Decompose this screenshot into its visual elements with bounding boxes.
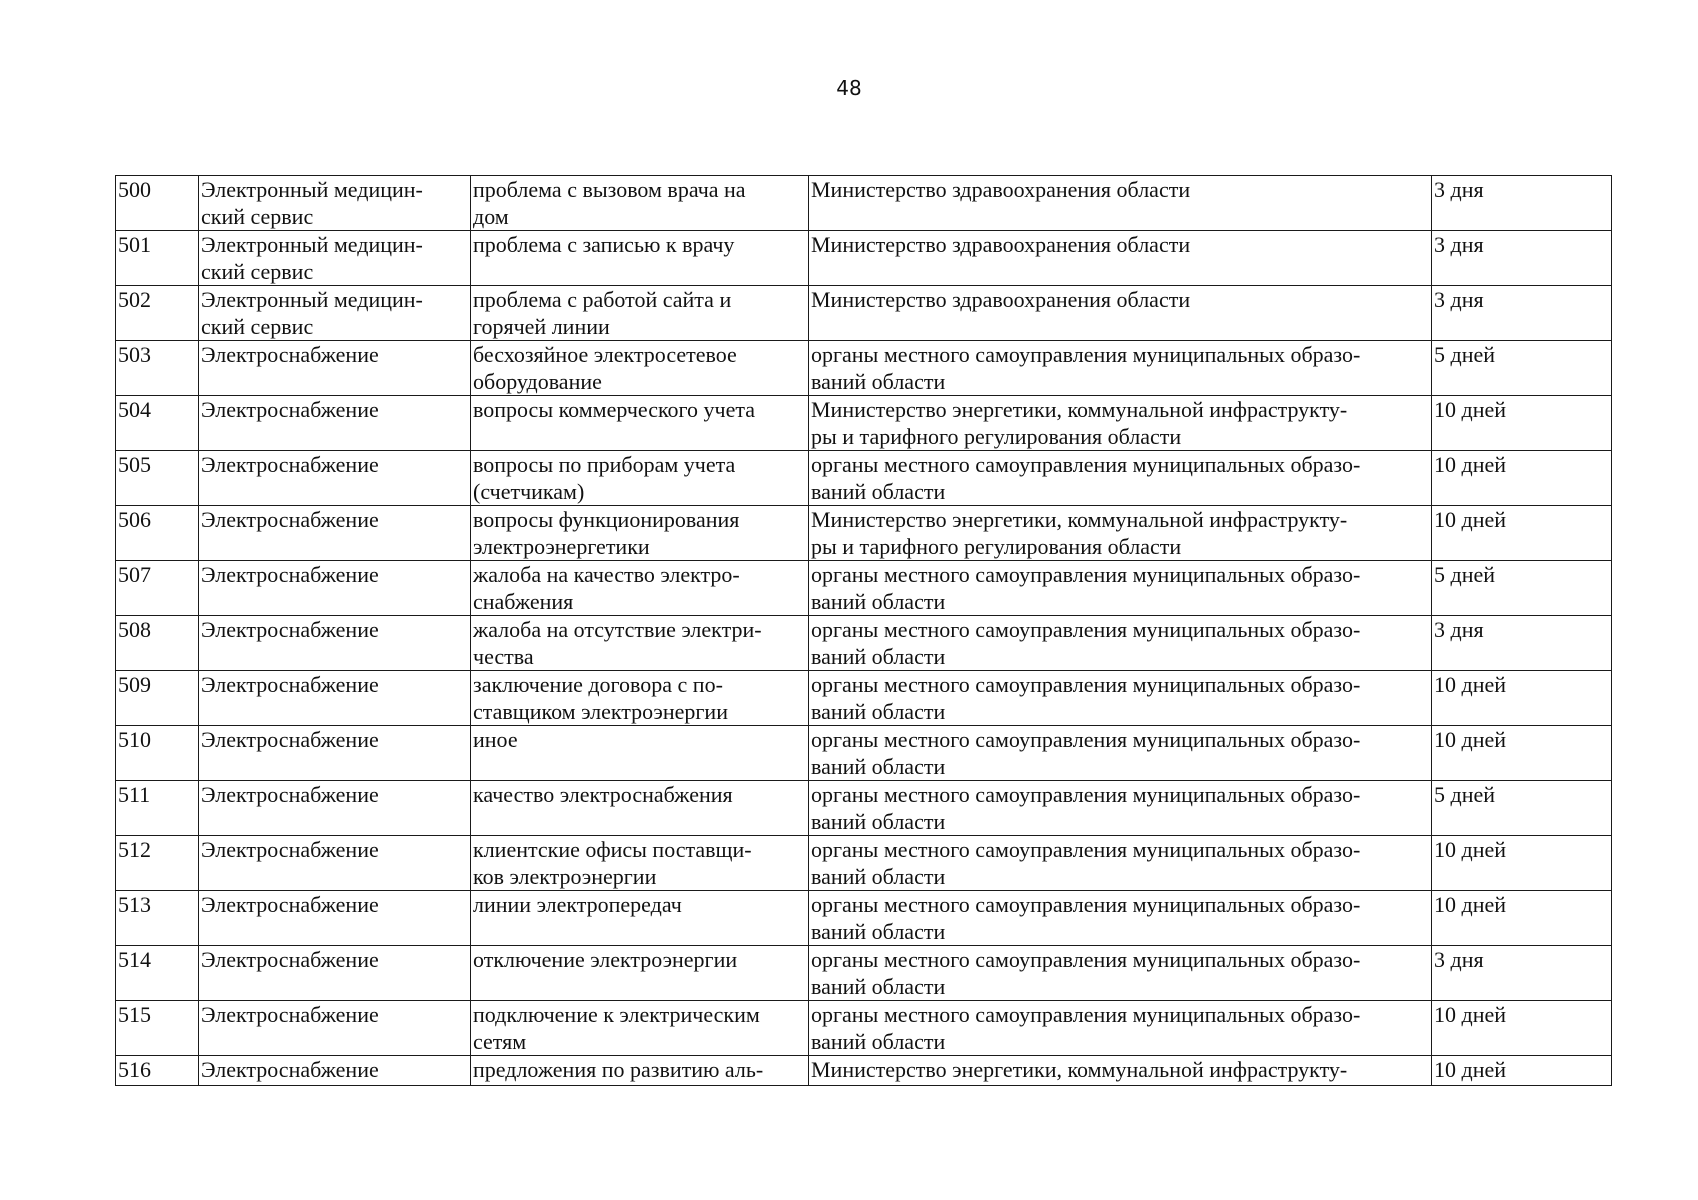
cell-number: 515 bbox=[116, 1001, 199, 1056]
cell-problem: жалоба на отсутствие электри- чества bbox=[471, 616, 809, 671]
cell-term: 5 дней bbox=[1432, 561, 1612, 616]
cell-organization: органы местного самоуправления муниципальных образо- ваний области bbox=[809, 616, 1432, 671]
cell-number: 508 bbox=[116, 616, 199, 671]
cell-category: Электроснабжение bbox=[199, 1056, 471, 1086]
table-row bbox=[116, 396, 1612, 451]
cell-category: Электроснабжение bbox=[199, 781, 471, 836]
cell-term: 10 дней bbox=[1432, 1001, 1612, 1056]
cell-category: Электроснабжение bbox=[199, 396, 471, 451]
cell-problem: отключение электроэнергии bbox=[471, 946, 809, 1001]
cell-problem: бесхозяйное электросетевое оборудование bbox=[471, 341, 809, 396]
table-row bbox=[116, 616, 1612, 671]
cell-number: 504 bbox=[116, 396, 199, 451]
cell-number: 503 bbox=[116, 341, 199, 396]
table-row bbox=[116, 891, 1612, 946]
cell-organization: Министерство здравоохранения области bbox=[809, 176, 1432, 231]
cell-number: 505 bbox=[116, 451, 199, 506]
table-row bbox=[116, 506, 1612, 561]
table-row bbox=[116, 231, 1612, 286]
cell-category: Электроснабжение bbox=[199, 506, 471, 561]
cell-organization: органы местного самоуправления муниципальных образо- ваний области bbox=[809, 836, 1432, 891]
cell-number: 502 bbox=[116, 286, 199, 341]
cell-category: Электроснабжение bbox=[199, 891, 471, 946]
cell-category: Электроснабжение bbox=[199, 1001, 471, 1056]
cell-term: 5 дней bbox=[1432, 781, 1612, 836]
cell-organization: органы местного самоуправления муниципальных образо- ваний области bbox=[809, 891, 1432, 946]
cell-number: 512 bbox=[116, 836, 199, 891]
cell-organization: Министерство энергетики, коммунальной инфраструкту- ры и тарифного регулирования области bbox=[809, 396, 1432, 451]
cell-term: 10 дней bbox=[1432, 396, 1612, 451]
cell-problem: проблема с записью к врачу bbox=[471, 231, 809, 286]
table-row bbox=[116, 1056, 1612, 1086]
table-row bbox=[116, 836, 1612, 891]
cell-problem: проблема с вызовом врача на дом bbox=[471, 176, 809, 231]
cell-number: 511 bbox=[116, 781, 199, 836]
table-row bbox=[116, 341, 1612, 396]
cell-term: 10 дней bbox=[1432, 671, 1612, 726]
cell-number: 513 bbox=[116, 891, 199, 946]
page-number: 48 bbox=[836, 76, 862, 100]
table-row bbox=[116, 176, 1612, 231]
cell-organization: Министерство энергетики, коммунальной инфраструкту- bbox=[809, 1056, 1432, 1086]
cell-problem: вопросы функционирования электроэнергетики bbox=[471, 506, 809, 561]
cell-number: 506 bbox=[116, 506, 199, 561]
cell-organization: Министерство здравоохранения области bbox=[809, 286, 1432, 341]
cell-category: Электроснабжение bbox=[199, 836, 471, 891]
cell-term: 10 дней bbox=[1432, 451, 1612, 506]
cell-term: 10 дней bbox=[1432, 726, 1612, 781]
table-row bbox=[116, 561, 1612, 616]
table-row bbox=[116, 671, 1612, 726]
cell-problem: клиентские офисы поставщи- ков электроэнергии bbox=[471, 836, 809, 891]
cell-number: 516 bbox=[116, 1056, 199, 1086]
cell-term: 10 дней bbox=[1432, 506, 1612, 561]
cell-organization: органы местного самоуправления муниципальных образо- ваний области bbox=[809, 451, 1432, 506]
cell-organization: органы местного самоуправления муниципальных образо- ваний области bbox=[809, 341, 1432, 396]
table-row bbox=[116, 451, 1612, 506]
cell-number: 510 bbox=[116, 726, 199, 781]
cell-problem: иное bbox=[471, 726, 809, 781]
table-row bbox=[116, 946, 1612, 1001]
cell-organization: органы местного самоуправления муниципальных образо- ваний области bbox=[809, 561, 1432, 616]
cell-category: Электроснабжение bbox=[199, 341, 471, 396]
cell-organization: Министерство энергетики, коммунальной инфраструкту- ры и тарифного регулирования области bbox=[809, 506, 1432, 561]
cell-problem: вопросы коммерческого учета bbox=[471, 396, 809, 451]
table-row bbox=[116, 1001, 1612, 1056]
cell-category: Электронный медицин- ский сервис bbox=[199, 286, 471, 341]
cell-term: 3 дня bbox=[1432, 946, 1612, 1001]
cell-term: 10 дней bbox=[1432, 1056, 1612, 1086]
table-body bbox=[116, 176, 1612, 1086]
cell-number: 500 bbox=[116, 176, 199, 231]
cell-number: 507 bbox=[116, 561, 199, 616]
cell-organization: Министерство здравоохранения области bbox=[809, 231, 1432, 286]
cell-organization: органы местного самоуправления муниципальных образо- ваний области bbox=[809, 671, 1432, 726]
cell-problem: подключение к электрическим сетям bbox=[471, 1001, 809, 1056]
cell-category: Электроснабжение bbox=[199, 616, 471, 671]
cell-term: 5 дней bbox=[1432, 341, 1612, 396]
cell-category: Электроснабжение bbox=[199, 451, 471, 506]
cell-problem: предложения по развитию аль- bbox=[471, 1056, 809, 1086]
table-row bbox=[116, 726, 1612, 781]
cell-category: Электроснабжение bbox=[199, 561, 471, 616]
cell-term: 3 дня bbox=[1432, 231, 1612, 286]
cell-problem: заключение договора с по- ставщиком электроэнергии bbox=[471, 671, 809, 726]
cell-category: Электроснабжение bbox=[199, 726, 471, 781]
cell-problem: жалоба на качество электро- снабжения bbox=[471, 561, 809, 616]
cell-organization: органы местного самоуправления муниципальных образо- ваний области bbox=[809, 1001, 1432, 1056]
cell-number: 509 bbox=[116, 671, 199, 726]
cell-number: 501 bbox=[116, 231, 199, 286]
cell-term: 10 дней bbox=[1432, 836, 1612, 891]
cell-number: 514 bbox=[116, 946, 199, 1001]
cell-category: Электронный медицин- ский сервис bbox=[199, 176, 471, 231]
cell-problem: линии электропередач bbox=[471, 891, 809, 946]
cell-organization: органы местного самоуправления муниципальных образо- ваний области bbox=[809, 946, 1432, 1001]
issues-table bbox=[115, 175, 1612, 1086]
cell-problem: вопросы по приборам учета (счетчикам) bbox=[471, 451, 809, 506]
cell-category: Электроснабжение bbox=[199, 946, 471, 1001]
cell-category: Электроснабжение bbox=[199, 671, 471, 726]
cell-organization: органы местного самоуправления муниципальных образо- ваний области bbox=[809, 726, 1432, 781]
cell-problem: качество электроснабжения bbox=[471, 781, 809, 836]
cell-term: 3 дня bbox=[1432, 286, 1612, 341]
cell-problem: проблема с работой сайта и горячей линии bbox=[471, 286, 809, 341]
table-row bbox=[116, 781, 1612, 836]
cell-category: Электронный медицин- ский сервис bbox=[199, 231, 471, 286]
cell-term: 3 дня bbox=[1432, 176, 1612, 231]
cell-organization: органы местного самоуправления муниципальных образо- ваний области bbox=[809, 781, 1432, 836]
cell-term: 10 дней bbox=[1432, 891, 1612, 946]
cell-term: 3 дня bbox=[1432, 616, 1612, 671]
table-row bbox=[116, 286, 1612, 341]
